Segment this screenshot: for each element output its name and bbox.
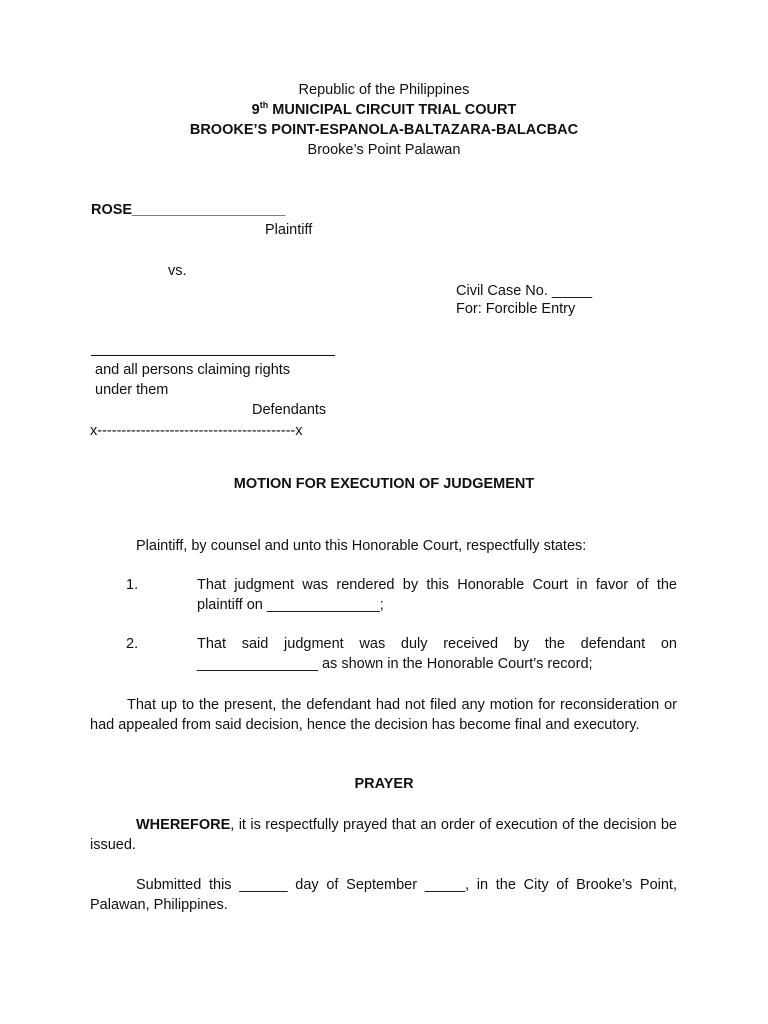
wherefore-text: , it is respectfully prayed that an order of execution of the decision be issued. — [90, 817, 677, 853]
defendants-role: Defendants — [252, 402, 327, 418]
defendants-line-2: under them — [95, 382, 169, 398]
item-2-number: 2. — [126, 636, 139, 652]
versus-label: vs. — [168, 263, 187, 279]
court-name-line — [0, 100, 768, 120]
plaintiff-role: Plaintiff — [265, 222, 313, 238]
court-city-line: Brooke’s Point Palawan — [307, 142, 461, 158]
item-1-number: 1. — [126, 577, 139, 593]
wherefore-label: WHEREFORE — [136, 817, 231, 833]
caption-separator: x-----------------------------------------x — [90, 423, 303, 439]
civil-case-number: Civil Case No. _____ — [456, 283, 593, 299]
defendants-line-1: and all persons claiming rights — [95, 362, 291, 378]
court-name: MUNICIPAL CIRCUIT TRIAL COURT — [268, 102, 517, 118]
defendant-name-blank — [91, 355, 335, 356]
finality-paragraph: That up to the present, the defendant had not filed any motion for reconsideration or had appealed from said decision, hence the decision has become final and executory. — [90, 697, 677, 733]
court-location-line: BROOKE’S POINT-ESPANOLA-BALTAZARA-BALACBAC — [189, 122, 579, 138]
item-1-text: That judgment was rendered by this Honorable Court in favor of the plaintiff on ______________; — [197, 577, 677, 613]
document-title: MOTION FOR EXECUTION OF JUDGEMENT — [233, 476, 535, 492]
court-ordinal: 9 — [251, 102, 260, 118]
prayer-heading: PRAYER — [354, 776, 414, 792]
item-2-text: That said judgment was duly received by the defendant on _______________ as shown in the Honorable Court’s record; — [197, 636, 677, 672]
plaintiff-name: ROSE___________________ — [91, 202, 286, 218]
submitted-paragraph: Submitted this ______ day of September _____, in the City of Brooke’s Point, Palawan, Philippines. — [90, 877, 677, 913]
case-nature: For: Forcible Entry — [456, 301, 576, 317]
wherefore-paragraph — [90, 815, 677, 855]
intro-paragraph: Plaintiff, by counsel and unto this Honorable Court, respectfully states: — [136, 538, 587, 554]
court-ordinal-suffix: th — [259, 100, 269, 111]
republic-line: Republic of the Philippines — [298, 82, 470, 98]
